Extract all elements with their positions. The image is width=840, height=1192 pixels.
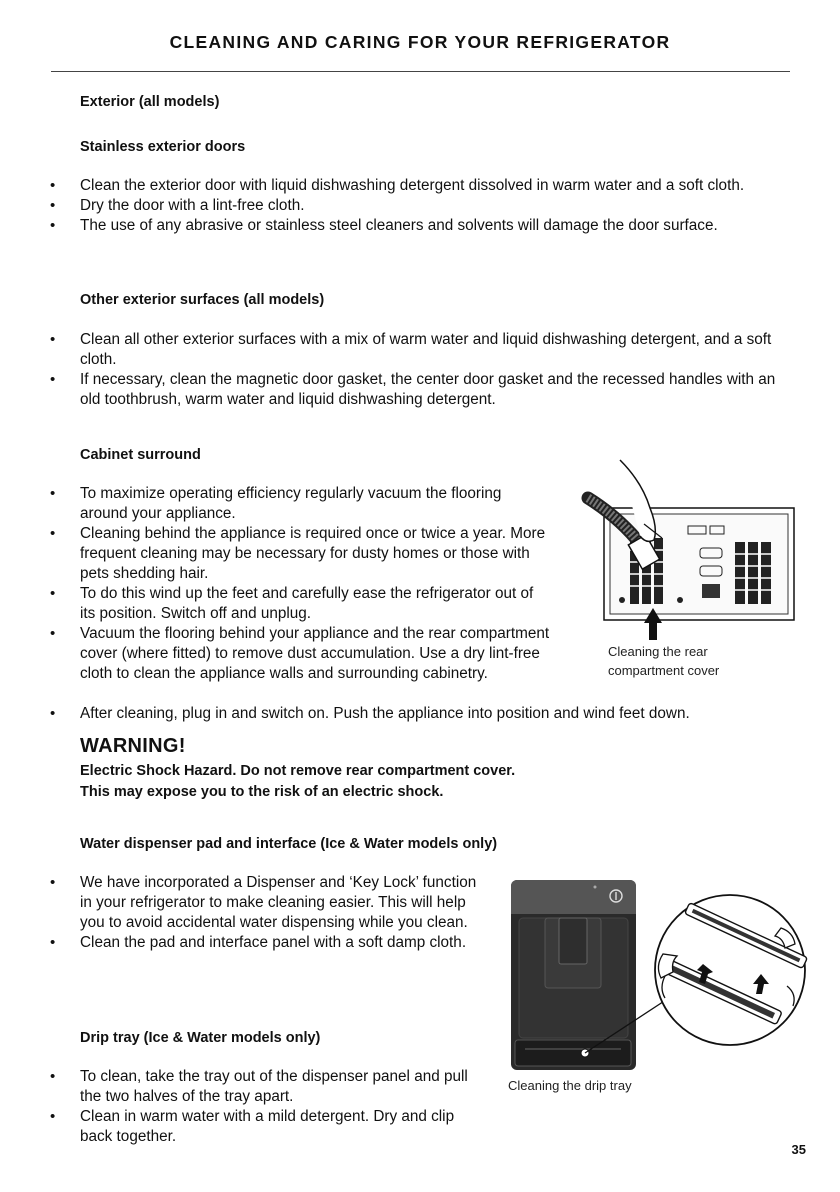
rear-compartment-illustration <box>580 458 800 640</box>
list-item: • To clean, take the tray out of the dispenser panel and pull the two halves of the tray apart. <box>0 1067 485 1107</box>
section-heading-cabinet: Cabinet surround <box>80 447 201 463</box>
list-item: • Cleaning behind the appliance is required once or twice a year. More frequent cleaning may be necessary for dusty homes or those with pets shedding hair. <box>0 524 550 584</box>
section-heading-exterior: Exterior (all models) <box>80 94 220 110</box>
page-title: CLEANING AND CARING FOR YOUR REFRIGERATOR <box>169 32 671 52</box>
list-item: • Clean the exterior door with liquid dishwashing detergent dissolved in warm water and a soft cloth. <box>0 176 790 196</box>
drip-bullet-list <box>0 1067 485 1147</box>
list-item: • The use of any abrasive or stainless steel cleaners and solvents will damage the door surface. <box>0 216 790 236</box>
section-heading-drip: Drip tray (Ice & Water models only) <box>80 1030 321 1046</box>
stainless-bullet-list <box>0 176 790 236</box>
section-heading-other: Other exterior surfaces (all models) <box>80 292 325 308</box>
warning-title: WARNING! <box>80 735 186 757</box>
cabinet-bullet-list-final <box>0 704 800 724</box>
list-item: • After cleaning, plug in and switch on. Push the appliance into position and wind feet down. <box>0 704 800 724</box>
rear-compartment-caption: Cleaning the rear compartment cover <box>608 644 720 678</box>
other-bullet-list <box>0 330 778 410</box>
list-item: • If necessary, clean the magnetic door gasket, the center door gasket and the recessed handles with an old toothbrush, warm water and liquid dishwashing detergent. <box>0 370 778 410</box>
list-item: • Clean in warm water with a mild detergent. Dry and clip back together. <box>0 1107 485 1147</box>
dispenser-bullet-list <box>0 873 485 953</box>
warning-line-2: This may expose you to the risk of an electric shock. <box>80 784 444 800</box>
cabinet-bullet-list <box>0 484 550 684</box>
warning-text <box>80 761 515 803</box>
list-item: • Clean the pad and interface panel with a soft damp cloth. <box>0 933 485 953</box>
list-item: • Vacuum the flooring behind your appliance and the rear compartment cover (where fitted) to remove dust accumulation. Use a dry lint-free cloth to clean the appliance walls and surrounding cabinetry. <box>0 624 550 684</box>
section-heading-dispenser: Water dispenser pad and interface (Ice & Water models only) <box>80 836 498 852</box>
page-number: 35 <box>791 1142 806 1157</box>
list-item: • We have incorporated a Dispenser and ‘Key Lock’ function in your refrigerator to make cleaning easier. This will help you to avoid accidental water dispensing while you clean. <box>0 873 485 933</box>
list-item: • Dry the door with a lint-free cloth. <box>0 196 790 216</box>
drip-tray-illustration <box>505 876 810 1074</box>
warning-line-1: Electric Shock Hazard. Do not remove rear compartment cover. <box>80 763 516 779</box>
list-item: • To maximize operating efficiency regularly vacuum the flooring around your appliance. <box>0 484 550 524</box>
drip-tray-caption: Cleaning the drip tray <box>508 1078 632 1093</box>
header-divider <box>51 71 790 72</box>
section-heading-stainless: Stainless exterior doors <box>80 139 246 155</box>
list-item: • Clean all other exterior surfaces with a mix of warm water and liquid dishwashing detergent, and a soft cloth. <box>0 330 778 370</box>
list-item: • To do this wind up the feet and carefully ease the refrigerator out of its position. Switch off and unplug. <box>0 584 550 624</box>
